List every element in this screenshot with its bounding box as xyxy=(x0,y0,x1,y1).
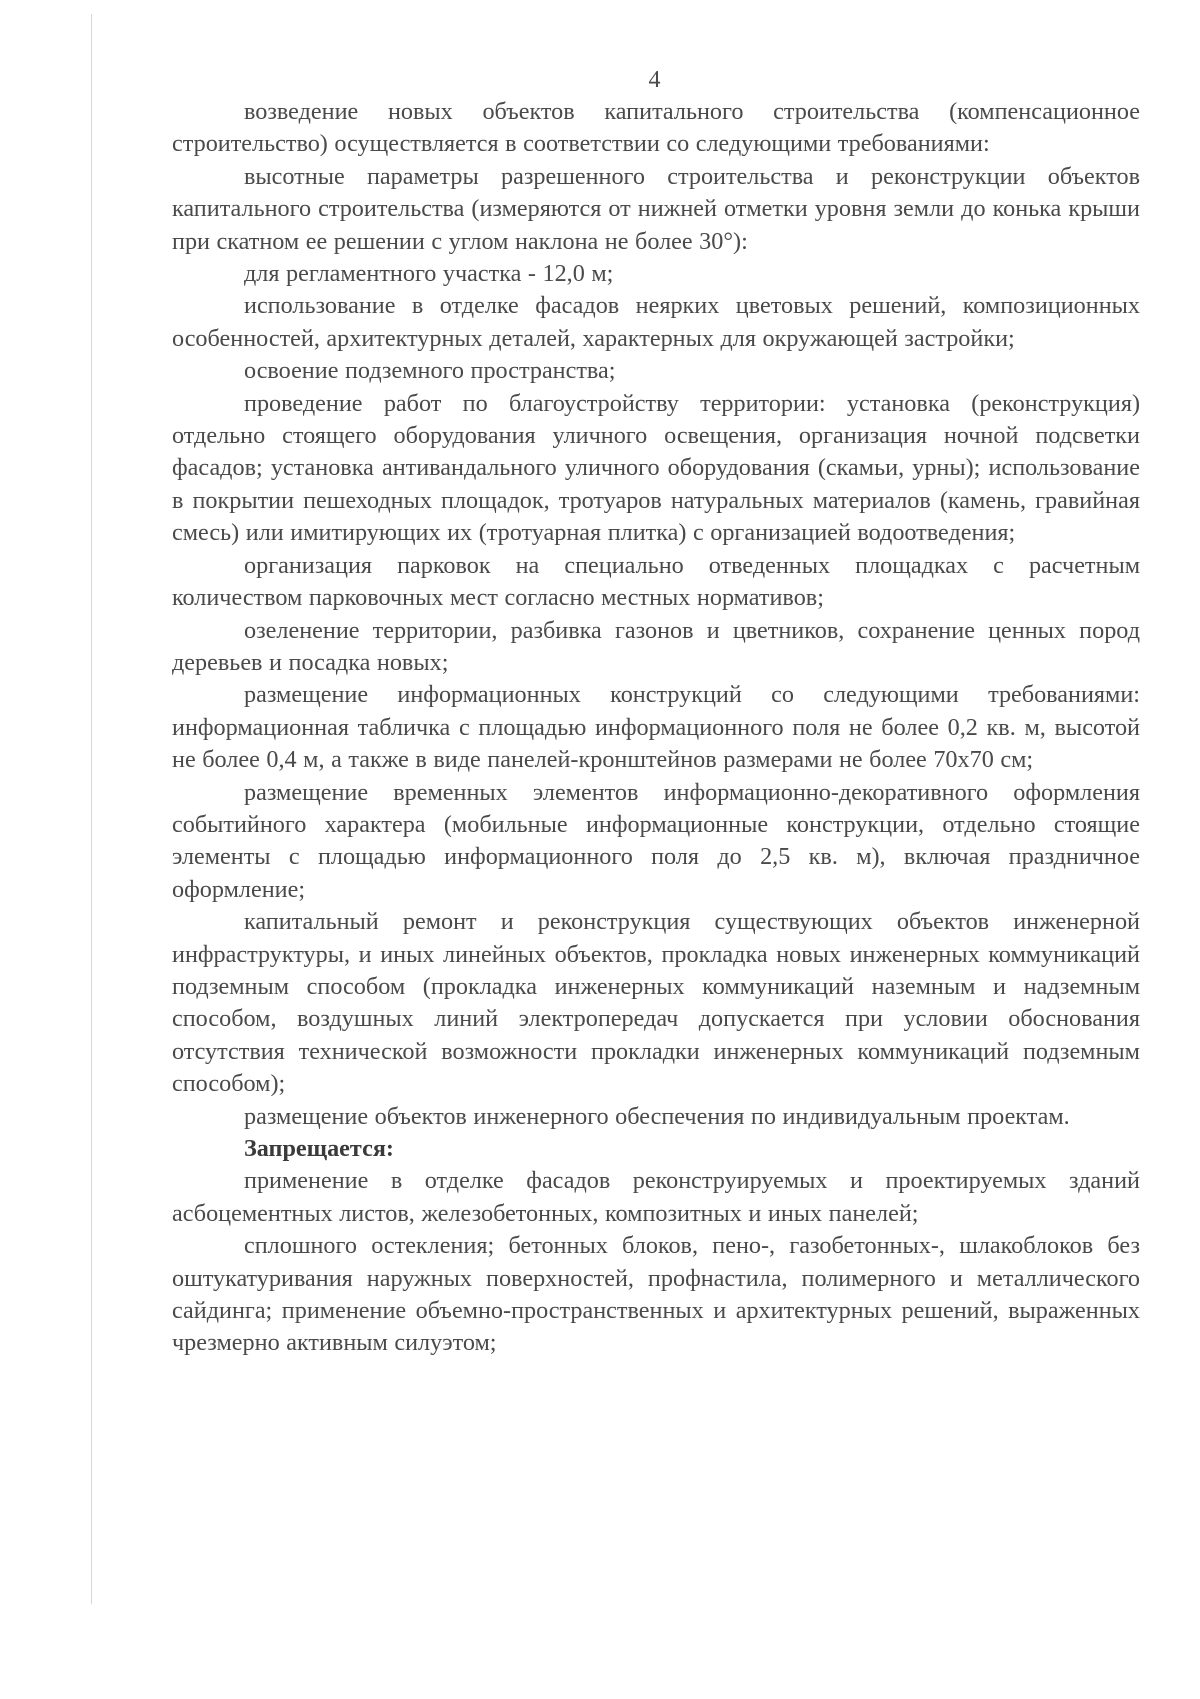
paragraph: высотные параметры разрешенного строительства и реконструкции объектов капитального строительства (измеряются от нижней отметки уровня земли до конька крыши при скатном ее решении с углом наклона не более 30°): xyxy=(172,162,1140,255)
paragraph: использование в отделке фасадов неярких цветовых решений, композиционных особенностей, архитектурных деталей, характерных для окружающей застройки; xyxy=(172,292,1140,352)
paragraph: размещение объектов инженерного обеспечения по индивидуальным проектам. xyxy=(244,1102,1070,1130)
document-body xyxy=(172,96,1140,1360)
page-number: 4 xyxy=(648,67,661,93)
paragraph: возведение новых объектов капитального строительства (компенсационное строительство) осуществляется в соответствии со следующими требованиями: xyxy=(172,98,1140,158)
scan-margin-line xyxy=(91,14,92,1604)
paragraph: для регламентного участка - 12,0 м; xyxy=(244,260,614,288)
paragraph: размещение информационных конструкций со следующими требованиями: информационная табличка с площадью информационного поля не более 0,2 кв. м, высотой не более 0,4 м, а также в виде панелей-кронштейнов размерами не более 70х70 см; xyxy=(172,681,1140,774)
paragraph: проведение работ по благоустройству территории: установка (реконструкция) отдельно стоящего оборудования уличного освещения, организация ночной подсветки фасадов; установка антивандального уличного оборудования (скамьи, урны); использование в покрытии пешеходных площадок, тротуаров натуральных материалов (камень, гравийная смесь) или имитирующих их (тротуарная плитка) с организацией водоотведения; xyxy=(172,389,1140,547)
paragraph: сплошного остекления; бетонных блоков, пено-, газобетонных-, шлакоблоков без оштукатуривания наружных поверхностей, профнастила, полимерного и металлического сайдинга; применение объемно-пространственных и архитектурных решений, выраженных чрезмерно активным силуэтом; xyxy=(172,1232,1140,1357)
paragraph: применение в отделке фасадов реконструируемых и проектируемых зданий асбоцементных листов, железобетонных, композитных и иных панелей; xyxy=(172,1167,1140,1227)
paragraph: озеленение территории, разбивка газонов и цветников, сохранение ценных пород деревьев и посадка новых; xyxy=(172,616,1140,676)
paragraph: освоение подземного пространства; xyxy=(244,357,616,385)
section-heading: Запрещается: xyxy=(244,1135,394,1162)
paragraph: размещение временных элементов информационно-декоративного оформления событийного характера (мобильные информационные конструкции, отдельно стоящие элементы с площадью информационного поля до 2,5 кв. м), включая праздничное оформление; xyxy=(172,778,1140,903)
paragraph: капитальный ремонт и реконструкция существующих объектов инженерной инфраструктуры, и иных линейных объектов, прокладка новых инженерных коммуникаций подземным способом (прокладка инженерных коммуникаций наземным и надземным способом, воздушных линий электропередач допускается при условии обоснования отсутствия технической возможности прокладки инженерных коммуникаций подземным способом); xyxy=(172,908,1140,1098)
paragraph: организация парковок на специально отведенных площадках с расчетным количеством парковочных мест согласно местных нормативов; xyxy=(172,551,1140,612)
